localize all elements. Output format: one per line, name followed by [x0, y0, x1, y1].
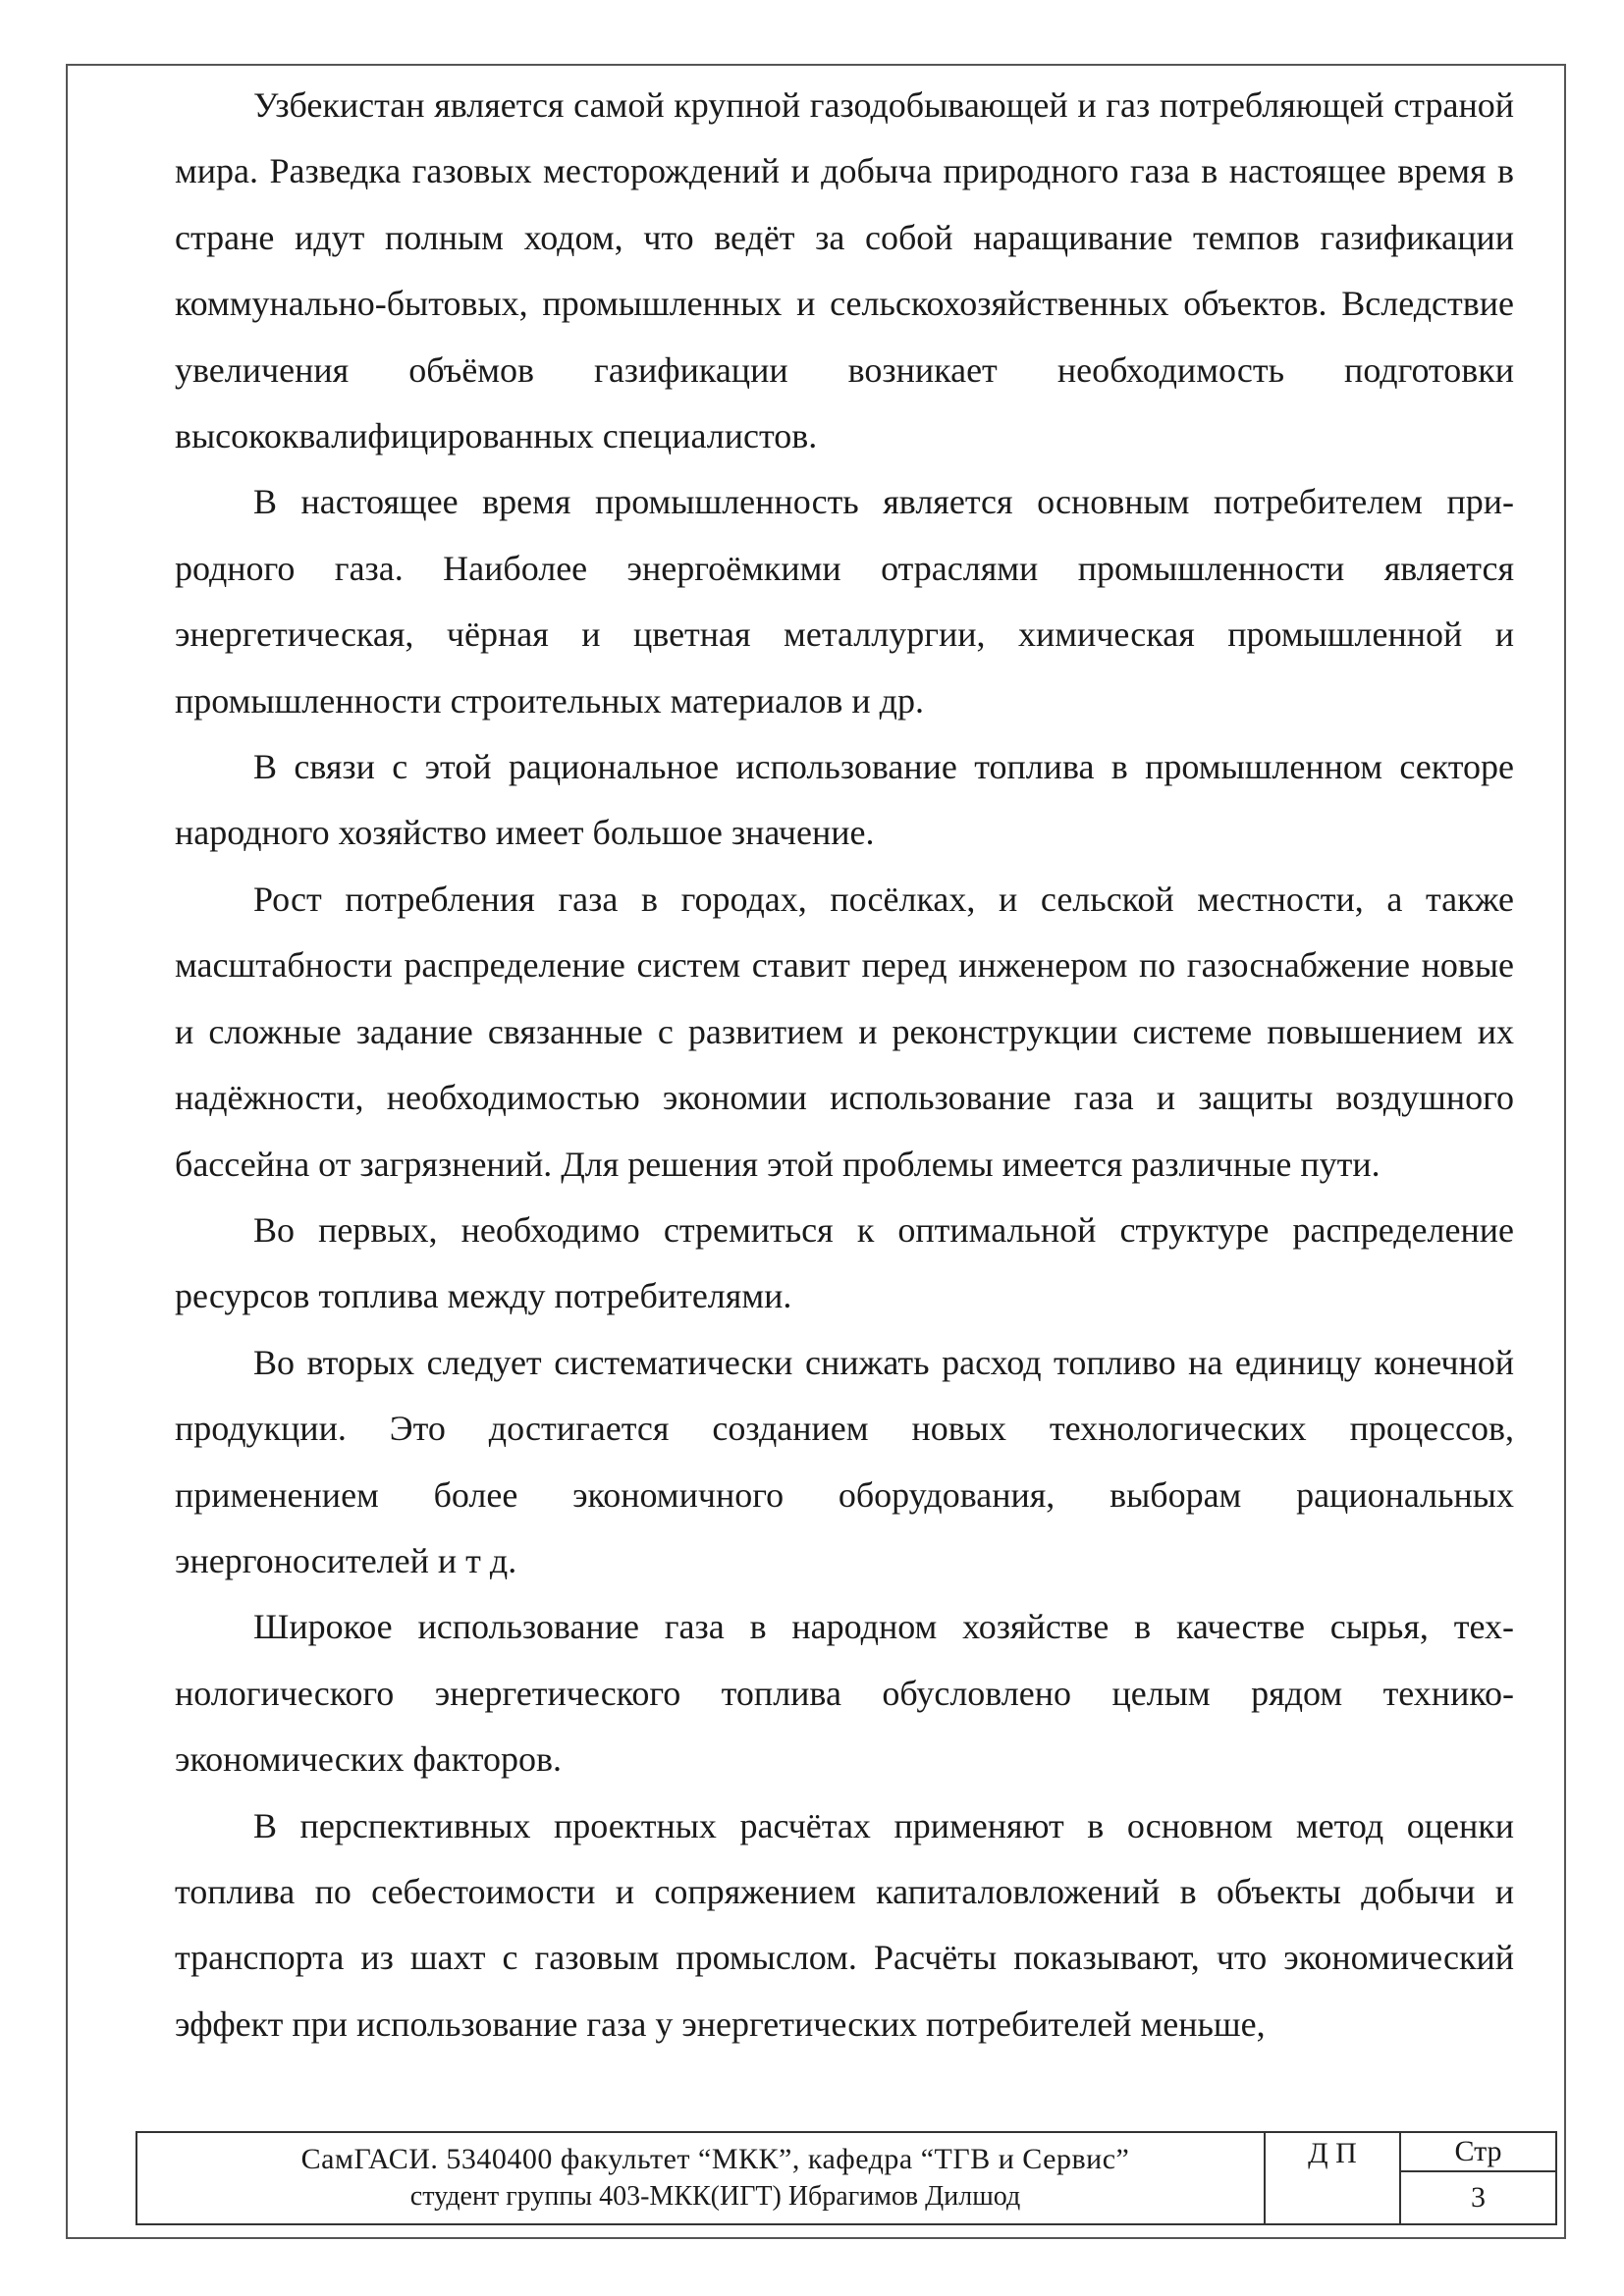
stamp-info	[137, 2133, 1266, 2223]
title-block-stamp	[135, 2131, 1557, 2225]
paragraph: Широкое использование газа в народном хозяйстве в качестве сырья, технологического энергетического топлива обусловлено целым рядом технико-экономических факторов.	[175, 1607, 1514, 1780]
stamp-institution-line: СамГАСИ. 5340400 факультет “МКК”, кафедра “ТГВ и Сервис”	[300, 2143, 1130, 2175]
paragraph: В настоящее время промышленность является основным потребителем природного газа. Наиболее энергоёмкими отраслями промышленности является энергетическая, чёрная и цветная металлургии, химическая промышленной и промышленности строительных материалов и др.	[175, 482, 1514, 721]
stamp-page-label: Стр	[1401, 2133, 1555, 2172]
stamp-doc-code: Д П	[1266, 2133, 1401, 2223]
document-body	[175, 73, 1514, 2057]
paragraph: Во первых, необходимо стремиться к оптимальной структуре распределение ресурсов топлива между потребителями.	[175, 1209, 1514, 1316]
paragraph: Во вторых следует систематически снижать расход топливо на единицу конечной продукции. Это достигается созданием новых технологических процессов, применением более экономичного оборудования, выборам рациональных энергоносителей и т д.	[175, 1342, 1514, 1580]
paragraph: Узбекистан является самой крупной газодобывающей и газ потребляющей страной мира. Разведка газовых месторождений и добыча природного газа в настоящее время в стране идут полным ходом, что ведёт за собой наращивание темпов газификации коммунально-бытовых, промышленных и сельскохозяйственных объектов. Вследствие увеличения объёмов газификации возникает необходимость подготовки высококвалифицированных специалистов.	[175, 85, 1514, 456]
paragraph: В перспективных проектных расчётах применяют в основном метод оценки топлива по себестоимости и сопряжением капиталовложений в объекты добычи и транспорта из шахт с газовым промыслом. Расчёты показывают, что экономический эффект при использование газа у энергетических потребителей меньше,	[175, 1805, 1514, 2044]
paragraph: В связи с этой рациональное использование топлива в промышленном секторе народного хозяйство имеет большое значение.	[175, 747, 1514, 853]
paragraph: Рост потребления газа в городах, посёлках, и сельской местности, а также масштабности распределение систем ставит перед инженером по газоснабжение новые и сложные задание связанные с развитием и реконструкции системе повышением их надёжности, необходимостью экономии использование газа и защиты воздушного бассейна от загрязнений. Для решения этой проблемы имеется различные пути.	[175, 879, 1514, 1184]
stamp-page-cell	[1401, 2133, 1555, 2223]
stamp-student-line: студент группы 403-МКК(ИГТ) Ибрагимов Дилшод	[409, 2181, 1021, 2212]
stamp-page-number: 3	[1471, 2181, 1486, 2214]
